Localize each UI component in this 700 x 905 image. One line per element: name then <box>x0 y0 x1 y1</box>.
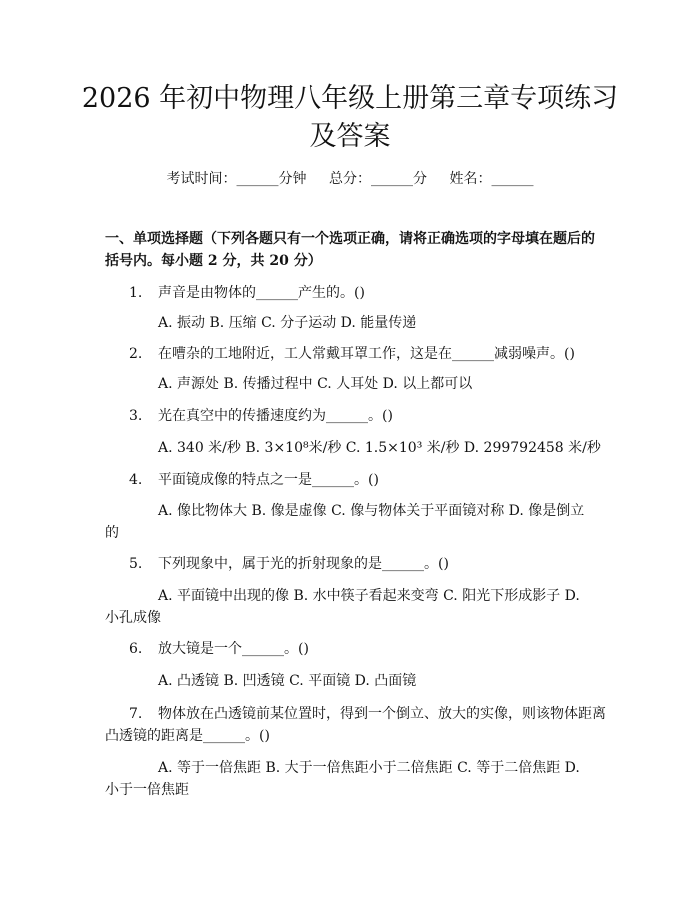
question-options-continued: 的 <box>105 525 119 541</box>
question-text: 平面镜成像的特点之一是______。() <box>158 472 379 488</box>
question-text: 在嘈杂的工地附近，工人常戴耳罩工作，这是在______减弱噪声。() <box>158 346 575 362</box>
exam-score: 总分：______分 <box>329 171 427 187</box>
question-text-continued: 凸透镜的距离是______。() <box>105 728 270 744</box>
section-heading-line-2: 括号内。每小题 2 分，共 20 分） <box>105 253 322 269</box>
question-options: A. 等于一倍焦距 B. 大于一倍焦距小于二倍焦距 C. 等于二倍焦距 D. <box>158 760 580 776</box>
question-options: A. 振动 B. 压缩 C. 分子运动 D. 能量传递 <box>158 315 417 331</box>
exam-time: 考试时间：______分钟 <box>166 171 307 187</box>
question-number: 7. <box>129 706 143 722</box>
question-options: A. 声源处 B. 传播过程中 C. 人耳处 D. 以上都可以 <box>158 376 473 392</box>
question-number: 1. <box>129 285 143 301</box>
question-number: 2. <box>129 346 143 362</box>
title-line-1: 2026 年初中物理八年级上册第三章专项练习 <box>81 83 619 114</box>
question-number: 5. <box>129 556 143 572</box>
question-options-continued: 小于一倍焦距 <box>105 782 189 798</box>
question-options: A. 340 米/秒 B. 3×10⁸米/秒 C. 1.5×10³ 米/秒 D. 299792458 米/秒 <box>158 440 601 456</box>
question-options: A. 凸透镜 B. 凹透镜 C. 平面镜 D. 凸面镜 <box>158 673 417 689</box>
question-text: 声音是由物体的______产生的。() <box>158 285 365 301</box>
question-number: 4. <box>129 472 143 488</box>
question-options: A. 像比物体大 B. 像是虚像 C. 像与物体关于平面镜对称 D. 像是倒立 <box>158 503 585 519</box>
question-number: 6. <box>129 641 143 657</box>
question-number: 3. <box>129 408 143 424</box>
question-options-continued: 小孔成像 <box>105 610 161 626</box>
question-options: A. 平面镜中出现的像 B. 水中筷子看起来变弯 C. 阳光下形成影子 D. <box>158 588 580 604</box>
exam-name: 姓名：______ <box>449 171 534 187</box>
question-text: 物体放在凸透镜前某位置时，得到一个倒立、放大的实像，则该物体距离 <box>158 706 606 722</box>
question-text: 光在真空中的传播速度约为______。() <box>158 408 393 424</box>
title-line-2: 及答案 <box>309 121 391 152</box>
question-text: 下列现象中，属于光的折射现象的是______。() <box>158 556 449 572</box>
section-heading-line-1: 一、单项选择题（下列各题只有一个选项正确，请将正确选项的字母填在题后的 <box>105 231 595 247</box>
question-text: 放大镜是一个______。() <box>158 641 309 657</box>
